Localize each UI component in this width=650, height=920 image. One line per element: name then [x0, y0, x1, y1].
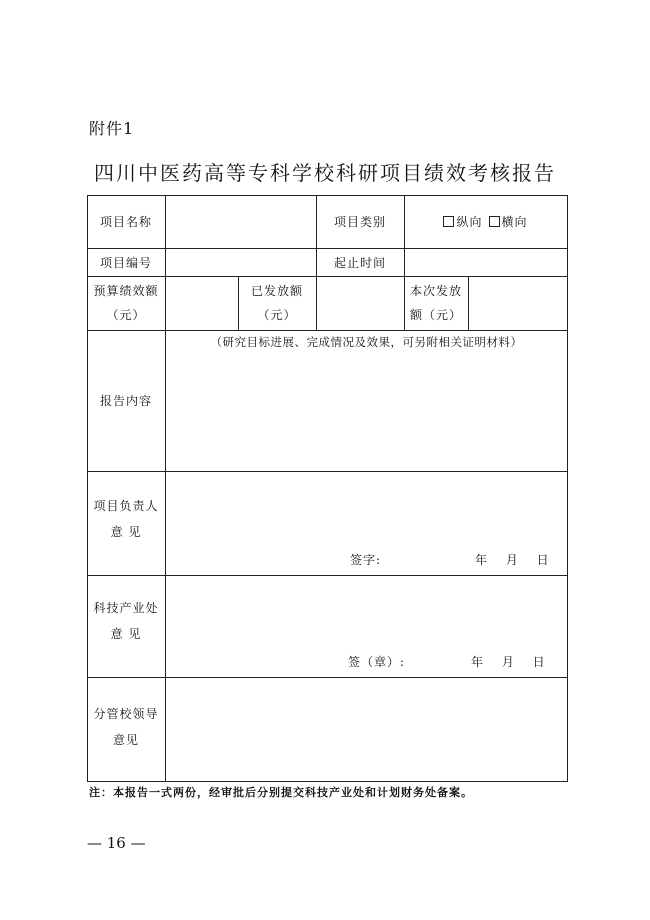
- issued-label-line1: 已发放额: [250, 284, 303, 298]
- vp-label-line1: 分管校领导: [93, 707, 159, 721]
- project-name-label: 项目名称: [99, 215, 152, 229]
- issued-label: [238, 276, 316, 333]
- footnote: 注：本报告一式两份，经审批后分别提交科技产业处和计划财务处备案。: [89, 786, 473, 799]
- current-label: [404, 276, 468, 333]
- option-vertical-label: 纵向: [456, 215, 483, 229]
- vp-opinion-field[interactable]: [166, 678, 567, 781]
- report-form: [87, 195, 568, 782]
- issued-field[interactable]: [317, 277, 404, 330]
- current-field[interactable]: [469, 277, 567, 330]
- budget-label-line1: 预算绩效额: [93, 284, 159, 298]
- dept-label-line2: 意 见: [110, 627, 142, 641]
- leader-opinion-field[interactable]: [166, 472, 567, 542]
- period-label: 起止时间: [333, 255, 386, 270]
- checkbox-horizontal[interactable]: [489, 216, 500, 227]
- report-hint: （研究目标进展、完成情况及效果，可另附相关证明材料）: [210, 335, 523, 349]
- budget-field[interactable]: [166, 277, 238, 330]
- project-number-field[interactable]: [166, 249, 316, 276]
- dept-signature-label: 签（章）:: [348, 655, 406, 669]
- option-horizontal-label: 横向: [501, 215, 528, 229]
- col-line: [567, 195, 568, 782]
- report-content-field[interactable]: [166, 353, 567, 470]
- leader-label-line2: 意 见: [110, 525, 142, 539]
- project-number-label: 项目编号: [99, 255, 152, 270]
- leader-label: [87, 493, 165, 545]
- project-type-label: 项目类别: [333, 215, 386, 229]
- page-number: — 16 —: [87, 834, 146, 852]
- project-name-field[interactable]: [166, 196, 316, 248]
- checkbox-vertical[interactable]: [443, 216, 454, 227]
- leader-signature-label: 签字:: [350, 553, 382, 567]
- project-type-options: [404, 195, 567, 248]
- budget-label-line2: （元）: [106, 308, 146, 322]
- dept-date: 年 月 日: [471, 655, 546, 669]
- current-label-line1: 本次发放: [409, 284, 462, 298]
- period-field[interactable]: [405, 249, 567, 276]
- dept-opinion-field[interactable]: [166, 576, 567, 646]
- dept-label-line1: 科技产业处: [93, 601, 159, 615]
- row-line: [87, 781, 568, 782]
- attachment-label: 附件1: [89, 119, 135, 138]
- report-label: 报告内容: [99, 394, 152, 408]
- vp-label-line2: 意见: [112, 733, 139, 747]
- page-title: 四川中医药高等专科学校科研项目绩效考核报告: [94, 161, 556, 185]
- vp-label: [87, 701, 165, 753]
- leader-label-line1: 项目负责人: [93, 499, 159, 513]
- current-label-line2: 额（元）: [409, 308, 462, 322]
- leader-date: 年 月 日: [475, 553, 550, 567]
- budget-label: [87, 276, 165, 333]
- issued-label-line2: （元）: [257, 308, 297, 322]
- dept-label: [87, 595, 165, 647]
